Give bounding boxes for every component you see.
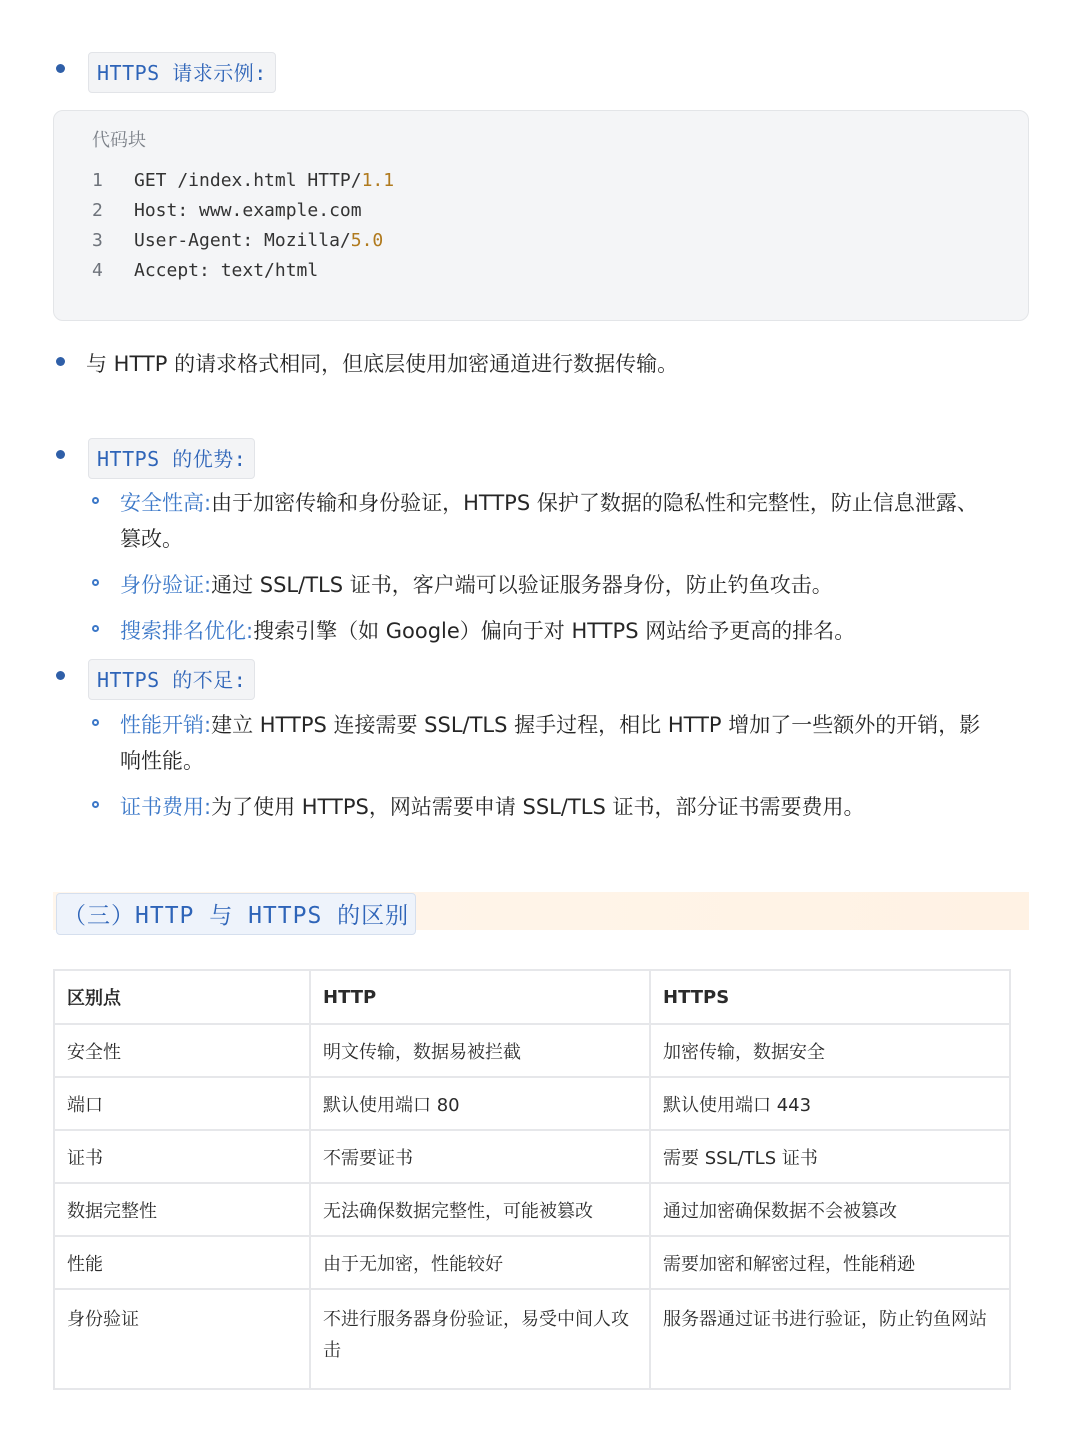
disadvantage-key: 证书费用: xyxy=(120,795,212,819)
advantage-key: 安全性高: xyxy=(120,491,212,515)
code-line xyxy=(92,230,383,251)
disadvantage-item xyxy=(120,709,980,739)
table-header-cell: HTTPS xyxy=(650,970,1010,1024)
table-header-cell: 区别点 xyxy=(54,970,310,1024)
table-cell: 默认使用端口 80 xyxy=(310,1077,650,1130)
bullet-dot xyxy=(56,64,65,73)
table-cell: 数据完整性 xyxy=(54,1183,310,1236)
sub-bullet xyxy=(92,579,99,586)
advantage-item xyxy=(120,569,833,599)
code-number: 5.0 xyxy=(350,230,384,251)
sub-bullet xyxy=(92,719,99,726)
table-header-row xyxy=(54,970,1010,1024)
bullet-dot xyxy=(56,357,65,366)
advantage-item xyxy=(120,487,978,517)
table-row xyxy=(54,1236,1010,1289)
disadvantage-text: 为了使用 HTTPS，网站需要申请 SSL/TLS 证书，部分证书需要费用。 xyxy=(211,795,865,819)
code-line xyxy=(92,170,394,191)
disadvantage-key: 性能开销: xyxy=(120,713,212,737)
table-row xyxy=(54,1289,1010,1389)
code-text: GET /index.html HTTP/ xyxy=(134,170,362,191)
section-title: （三）HTTP 与 HTTPS 的区别 xyxy=(56,893,416,935)
disadvantages-heading: HTTPS 的不足: xyxy=(88,659,255,700)
table-header-cell: HTTP xyxy=(310,970,650,1024)
table-cell: 明文传输，数据易被拦截 xyxy=(310,1024,650,1077)
code-caption: 代码块 xyxy=(92,130,146,151)
table-row xyxy=(54,1077,1010,1130)
table-cell: 默认使用端口 443 xyxy=(650,1077,1010,1130)
code-line xyxy=(92,260,318,281)
advantage-text: 由于加密传输和身份验证，HTTPS 保护了数据的隐私性和完整性，防止信息泄露、 xyxy=(211,491,978,515)
line-number: 4 xyxy=(92,260,103,281)
disadvantage-item xyxy=(120,791,864,821)
table-cell: 不进行服务器身份验证，易受中间人攻击 xyxy=(310,1289,650,1389)
disadvantage-text: 建立 HTTPS 连接需要 SSL/TLS 握手过程，相比 HTTP 增加了一些额外的开销，影 xyxy=(211,713,981,737)
advantage-text: 搜索引擎（如 Google）偏向于对 HTTPS 网站给予更高的排名。 xyxy=(253,619,856,643)
table-cell: 由于无加密，性能较好 xyxy=(310,1236,650,1289)
advantages-heading: HTTPS 的优势: xyxy=(88,438,255,479)
table-row xyxy=(54,1024,1010,1077)
sub-bullet xyxy=(92,801,99,808)
advantage-text: 通过 SSL/TLS 证书，客户端可以验证服务器身份，防止钓鱼攻击。 xyxy=(211,573,833,597)
request-example-heading: HTTPS 请求示例: xyxy=(88,52,276,93)
table-row xyxy=(54,1183,1010,1236)
bullet-dot xyxy=(56,671,65,680)
disadvantage-text-cont: 响性能。 xyxy=(120,749,204,773)
line-number: 2 xyxy=(92,200,103,221)
request-note: 与 HTTP 的请求格式相同，但底层使用加密通道进行数据传输。 xyxy=(86,352,679,376)
advantage-key: 搜索排名优化: xyxy=(120,619,254,643)
table-cell: 需要加密和解密过程，性能稍逊 xyxy=(650,1236,1010,1289)
table-cell: 不需要证书 xyxy=(310,1130,650,1183)
table-cell: 安全性 xyxy=(54,1024,310,1077)
table-cell: 无法确保数据完整性，可能被篡改 xyxy=(310,1183,650,1236)
sub-bullet xyxy=(92,625,99,632)
sub-bullet xyxy=(92,497,99,504)
bullet-dot xyxy=(56,450,65,459)
table-cell: 端口 xyxy=(54,1077,310,1130)
advantage-item xyxy=(120,615,855,645)
table-cell: 服务器通过证书进行验证，防止钓鱼网站 xyxy=(650,1289,1010,1389)
code-number: 1.1 xyxy=(361,170,395,191)
line-number: 1 xyxy=(92,170,103,191)
table-cell: 性能 xyxy=(54,1236,310,1289)
table-cell: 身份验证 xyxy=(54,1289,310,1389)
comparison-table xyxy=(53,969,1011,1390)
table-cell: 证书 xyxy=(54,1130,310,1183)
advantage-key: 身份验证: xyxy=(120,573,212,597)
table-row xyxy=(54,1130,1010,1183)
table-cell: 加密传输，数据安全 xyxy=(650,1024,1010,1077)
table-cell: 通过加密确保数据不会被篡改 xyxy=(650,1183,1010,1236)
code-text: Host: www.example.com xyxy=(134,200,362,221)
table-cell: 需要 SSL/TLS 证书 xyxy=(650,1130,1010,1183)
code-text: User-Agent: Mozilla/ xyxy=(134,230,351,251)
code-text: Accept: text/html xyxy=(134,260,319,281)
advantage-text-cont: 篡改。 xyxy=(120,527,183,551)
code-line xyxy=(92,200,362,221)
line-number: 3 xyxy=(92,230,103,251)
